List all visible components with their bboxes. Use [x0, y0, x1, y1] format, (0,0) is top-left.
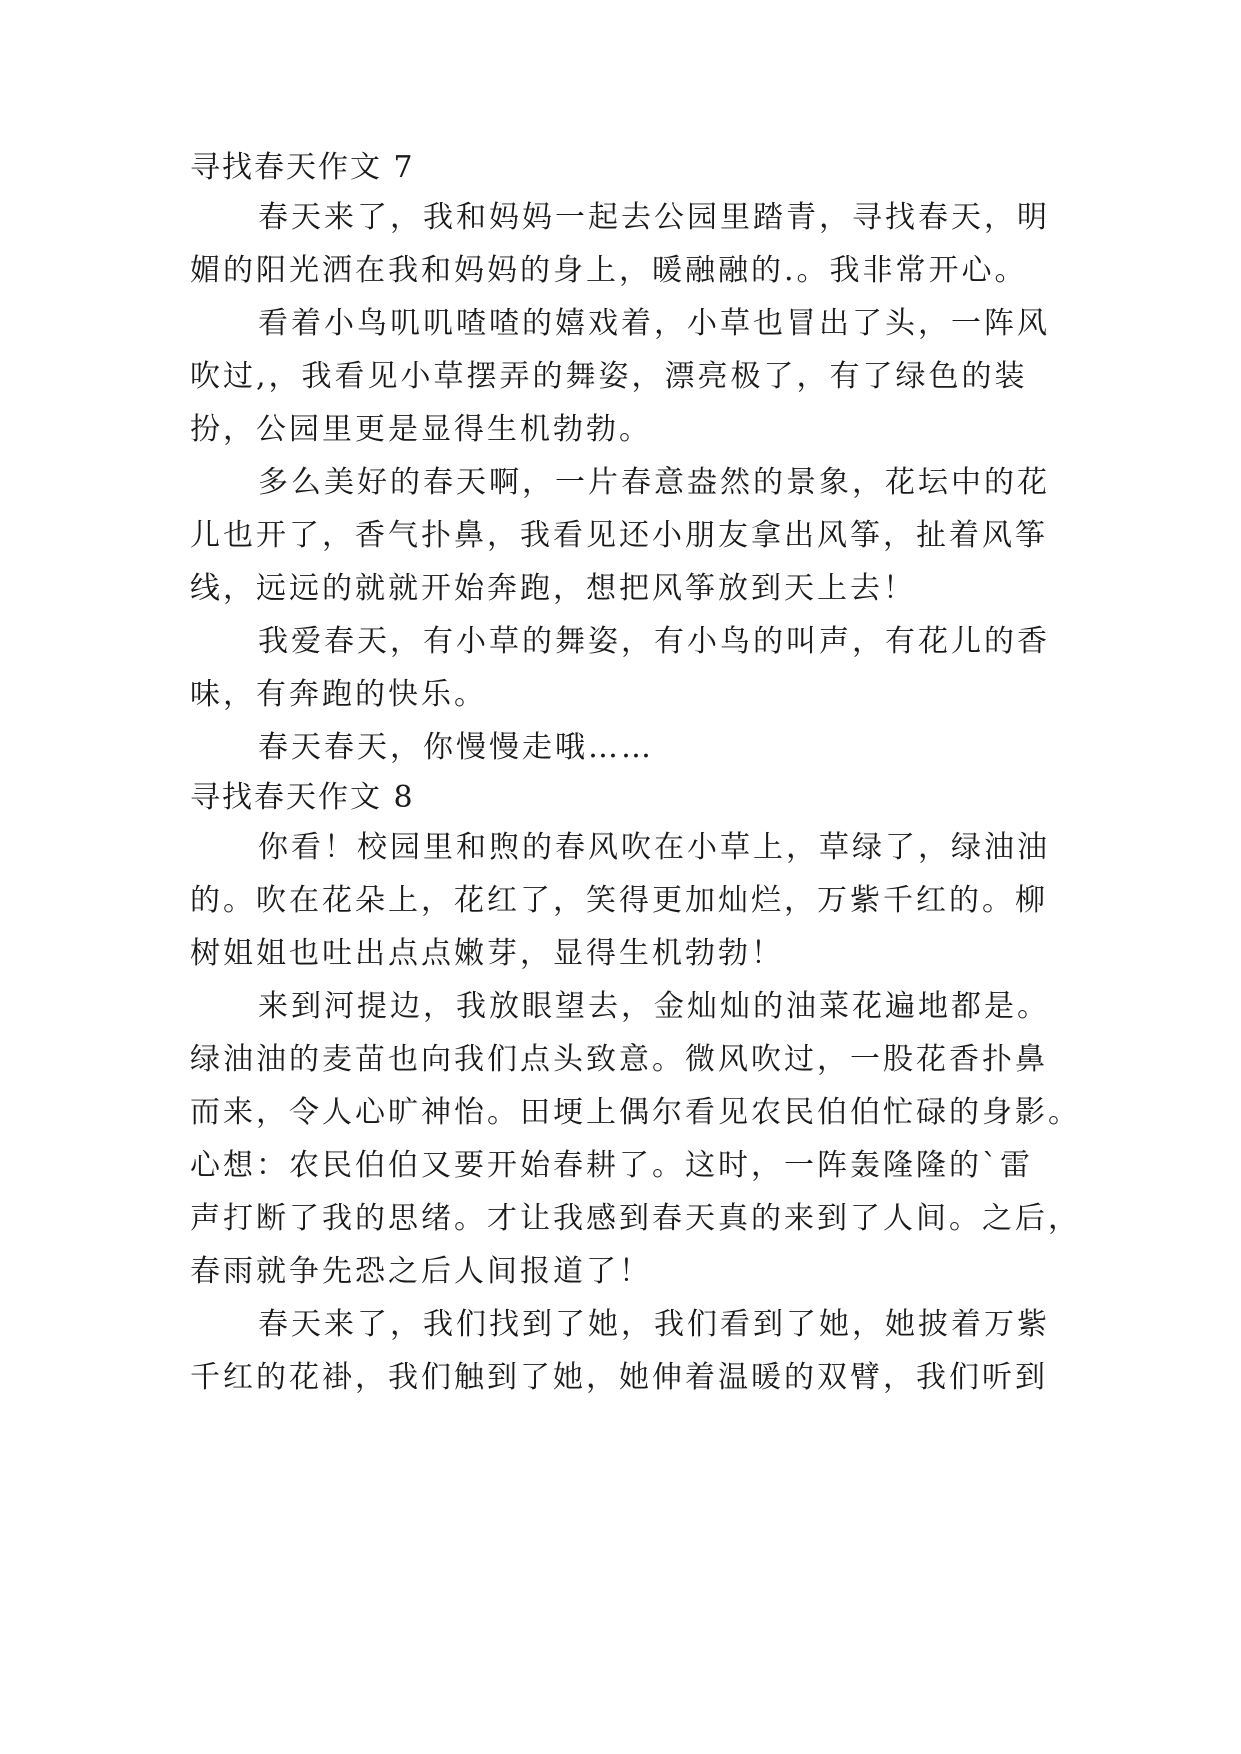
- paragraph-line: 千红的花褂，我们触到了她，她伸着温暖的双臂，我们听到: [190, 1360, 1048, 1395]
- paragraph-line: 心想：农民伯伯又要开始春耕了。这时，一阵轰隆隆的`雷: [190, 1148, 1033, 1183]
- section-title: 寻找春天作文 8: [190, 780, 415, 815]
- section-title: 寻找春天作文 7: [190, 150, 415, 185]
- paragraph-line: 味，有奔跑的快乐。: [190, 677, 487, 712]
- paragraph-line: 来到河提边，我放眼望去，金灿灿的油菜花遍地都是。: [258, 989, 1050, 1024]
- paragraph-line: 而来，令人心旷神怡。田埂上偶尔看见农民伯伯忙碌的身影。: [190, 1095, 1081, 1130]
- paragraph-line: 儿也开了，香气扑鼻，我看见还小朋友拿出风筝，扯着风筝: [190, 518, 1048, 553]
- paragraph-line: 媚的阳光洒在我和妈妈的身上，暖融融的.。我非常开心。: [190, 253, 1028, 288]
- paragraph-line: 多么美好的春天啊，一片春意盎然的景象，花坛中的花: [258, 465, 1050, 500]
- paragraph-line: 春天来了，我和妈妈一起去公园里踏青，寻找春天，明: [258, 200, 1050, 235]
- paragraph-line: 树姐姐也吐出点点嫩芽，显得生机勃勃！: [190, 936, 784, 971]
- paragraph-line: 的。吹在花朵上，花红了，笑得更加灿烂，万紫千红的。柳: [190, 883, 1048, 918]
- paragraph-line: 春雨就争先恐之后人间报道了！: [190, 1254, 652, 1289]
- paragraph-line: 扮，公园里更是显得生机勃勃。: [190, 412, 652, 447]
- paragraph-line: 看着小鸟叽叽喳喳的嬉戏着，小草也冒出了头，一阵风: [258, 306, 1050, 341]
- paragraph-line: 线，远远的就就开始奔跑，想把风筝放到天上去！: [190, 571, 916, 606]
- paragraph-line: 绿油油的麦苗也向我们点头致意。微风吹过，一股花香扑鼻: [190, 1042, 1048, 1077]
- paragraph-line: 声打断了我的思绪。才让我感到春天真的来到了人间。之后，: [190, 1201, 1081, 1236]
- paragraph-line: 吹过,，我看见小草摆弄的舞姿，漂亮极了，有了绿色的装: [190, 359, 1028, 394]
- paragraph-line: 你看！校园里和煦的春风吹在小草上，草绿了，绿油油: [258, 830, 1050, 865]
- paragraph-line: 春天来了，我们找到了她，我们看到了她，她披着万紫: [258, 1307, 1050, 1342]
- paragraph-line: 春天春天，你慢慢走哦……: [258, 730, 654, 765]
- paragraph-line: 我爱春天，有小草的舞姿，有小鸟的叫声，有花儿的香: [258, 624, 1050, 659]
